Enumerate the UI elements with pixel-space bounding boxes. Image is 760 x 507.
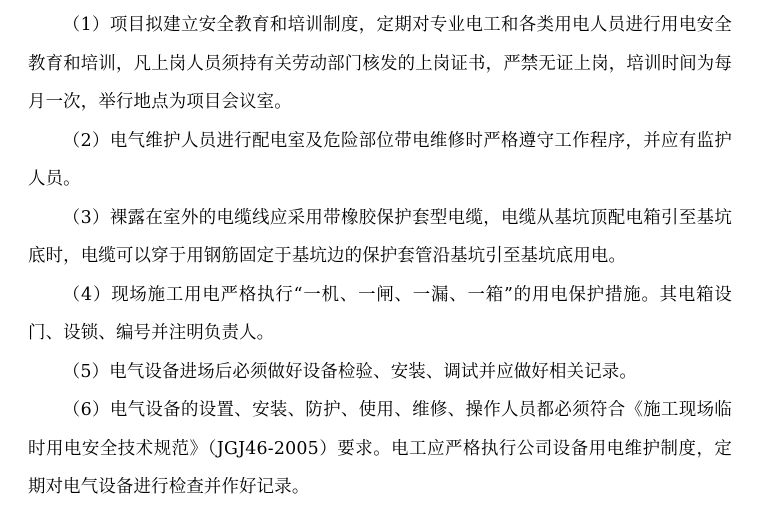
paragraph-4: （4）现场施工用电严格执行“一机、一闸、一漏、一箱”的用电保护措施。其电箱设门、设锁、编号并注明负责人。: [28, 284, 732, 343]
paragraph-1: （1）项目拟建立安全教育和培训制度，定期对专业电工和各类用电人员进行用电安全教育和培训，凡上岗人员须持有关劳动部门核发的上岗证书，严禁无证上岗，培训时间为每月一次，举行地点为项目会议室。: [28, 15, 732, 112]
paragraph-6: （6）电气设备的设置、安装、防护、使用、维修、操作人员都必须符合《施工现场临时用电安全技术规范》（JGJ46-2005）要求。电工应严格执行公司设备用电维护制度，定期对电气设备进行检查并作好记录。: [28, 400, 732, 497]
paragraph-3: （3）裸露在室外的电缆线应采用带橡胶保护套型电缆，电缆从基坑顶配电箱引至基坑底时，电缆可以穿于用钢筋固定于基坑边的保护套管沿基坑引至基坑底用电。: [28, 207, 732, 266]
paragraph-2: （2）电气维护人员进行配电室及危险部位带电维修时严格遵守工作程序，并应有监护人员。: [28, 130, 732, 189]
paragraph-5: （5）电气设备进场后必须做好设备检验、安装、调试并应做好相关记录。: [62, 361, 637, 382]
